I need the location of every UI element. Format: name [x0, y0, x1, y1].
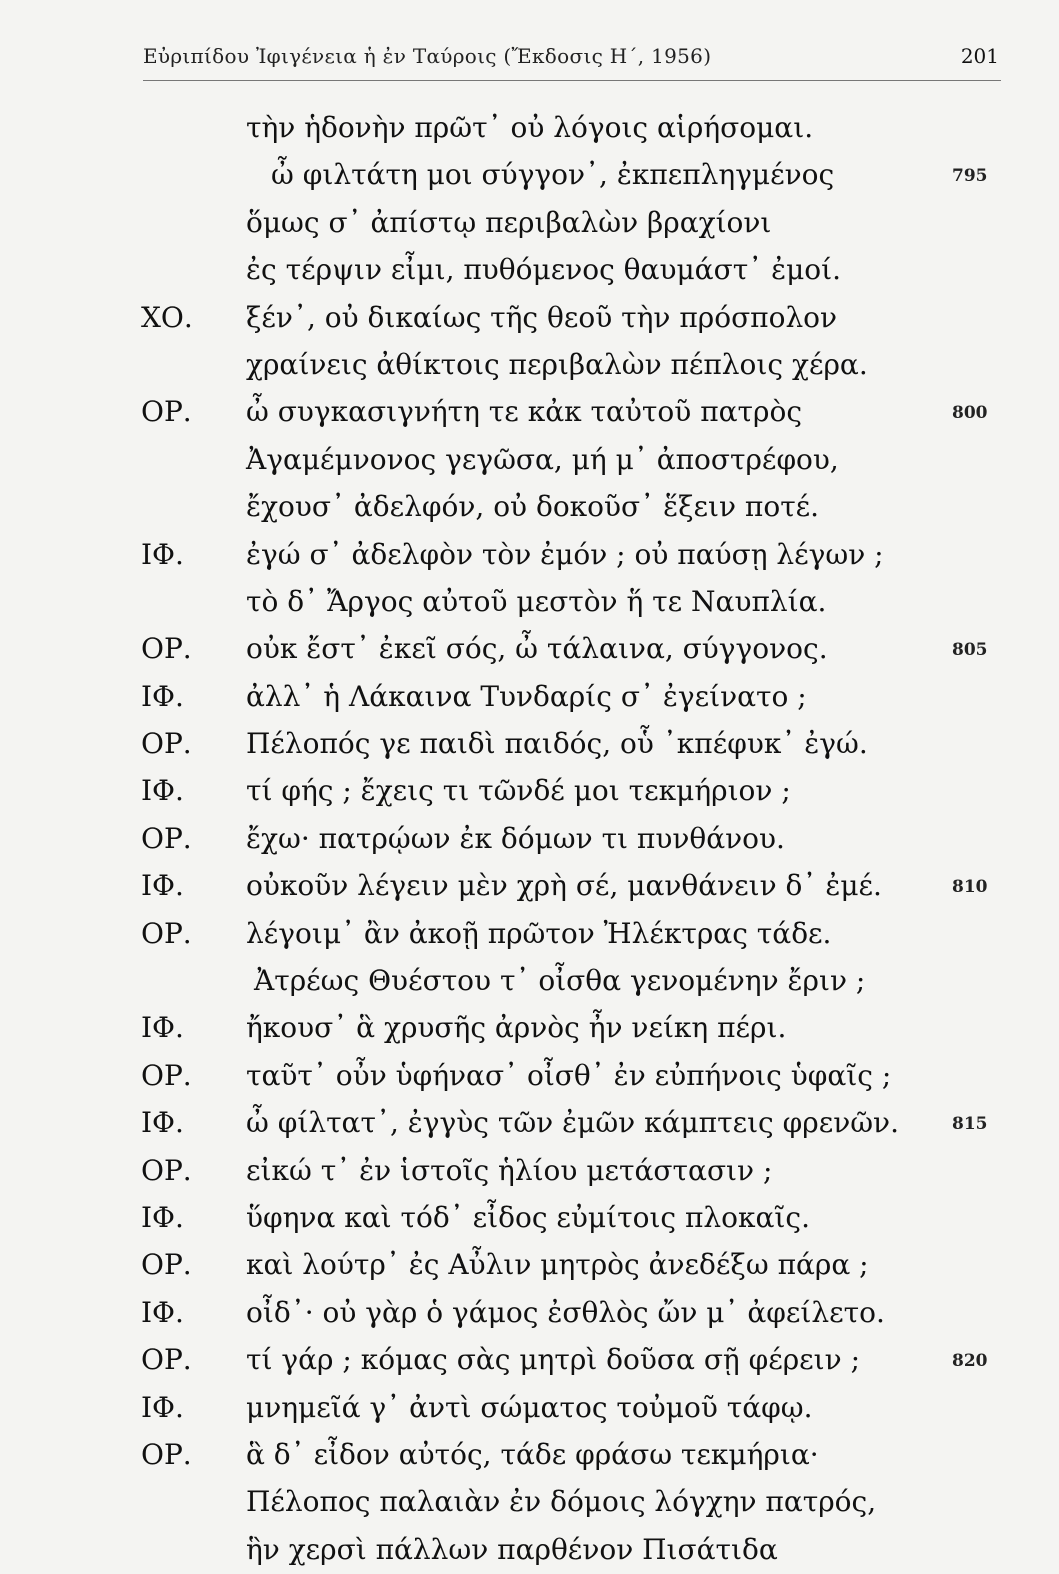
verse-line [0, 1337, 1059, 1384]
verse-text: τὴν ἡδονὴν πρῶτ᾽ οὐ λόγοις αἱρήσομαι. [246, 111, 814, 144]
verse-line [0, 1053, 1059, 1100]
verse-text: ὅμως σ᾽ ἀπίστῳ περιβαλὼν βραχίονι [246, 205, 772, 239]
verse-line [0, 958, 1059, 1005]
verse-line [0, 152, 1059, 199]
speaker-label: ΟΡ. [141, 395, 192, 429]
verse-line [0, 1290, 1059, 1337]
verse-line [0, 863, 1059, 910]
verse-line [0, 911, 1059, 958]
header-title: Εὐριπίδου Ἰφιγένεια ἡ ἐν Ταύροις (Ἔκδοσις Η΄, 1956) [143, 44, 712, 68]
verse-line [0, 437, 1059, 484]
verse-line [0, 484, 1059, 531]
verse-text: οὐκοῦν λέγειν μὲν χρὴ σέ, μανθάνειν δ᾽ ἐμέ. [246, 869, 882, 903]
verse-text: μνημεῖά γ᾽ ἀντὶ σώματος τοὐμοῦ τάφῳ. [246, 1390, 813, 1424]
page-number: 201 [960, 44, 999, 68]
verse-line [0, 247, 1059, 294]
verse-text: Πέλοπος παλαιὰν ἐν δόμοις λόγχην πατρός, [246, 1485, 877, 1519]
verse-line [0, 721, 1059, 768]
speaker-label: ΟΡ. [141, 1153, 192, 1187]
verse-text: ταῦτ᾽ οὖν ὑφήνασ᾽ οἶσθ᾽ ἐν εὐπήνοις ὑφαῖς ; [246, 1058, 892, 1092]
verse-line [0, 342, 1059, 389]
verse-line [0, 674, 1059, 721]
line-number: 815 [952, 1114, 988, 1135]
verse-line [0, 1432, 1059, 1479]
verse-line [0, 1195, 1059, 1242]
verse-text: ἔχω· πατρῴων ἐκ δόμων τι πυνθάνου. [246, 821, 785, 855]
speaker-label: ΙΦ. [141, 1011, 184, 1045]
speaker-label: ΟΡ. [141, 1058, 192, 1092]
verse-text: ἃ δ᾽ εἶδον αὐτός, τάδε φράσω τεκμήρια· [246, 1437, 819, 1471]
speaker-label: ΙΦ. [141, 1295, 184, 1329]
verse-line [0, 626, 1059, 673]
verse-text: χραίνεις ἀθίκτοις περιβαλὼν πέπλοις χέρα. [246, 347, 868, 381]
verse-line [0, 1148, 1059, 1195]
verse-text: ἔχουσ᾽ ἀδελφόν, οὐ δοκοῦσ᾽ ἕξειν ποτέ. [246, 490, 820, 524]
verse-text: ὦ φιλτάτη μοι σύγγον᾽, ἐκπεπληγμένος [271, 158, 835, 192]
speaker-label: ΙΦ. [141, 869, 184, 903]
verse-line [0, 1479, 1059, 1526]
verse-line [0, 532, 1059, 579]
verse-text: Ἀγαμέμνονος γεγῶσα, μή μ᾽ ἀποστρέφου, [246, 442, 839, 476]
speaker-label: ΟΡ. [141, 821, 192, 855]
verse-line [0, 295, 1059, 342]
speaker-label: ΟΡ. [141, 632, 192, 666]
verse-line [0, 1100, 1059, 1147]
verse-line [0, 1242, 1059, 1289]
speaker-label: ΟΡ. [141, 1437, 192, 1471]
verse-line [0, 1385, 1059, 1432]
verse-text: τί γάρ ; κόμας σὰς μητρὶ δοῦσα σῇ φέρειν ; [246, 1343, 861, 1377]
verse-text: τὸ δ᾽ Ἄργος αὐτοῦ μεστὸν ἥ τε Ναυπλία. [246, 584, 827, 618]
line-number: 795 [952, 166, 988, 187]
verse-block [0, 105, 1059, 1574]
verse-text: ὦ συγκασιγνήτη τε κἀκ ταὐτοῦ πατρὸς [246, 395, 802, 429]
verse-text: ἐγώ σ᾽ ἀδελφὸν τὸν ἐμόν ; οὐ παύσῃ λέγων ; [246, 537, 884, 571]
speaker-label: ΟΡ. [141, 916, 192, 950]
speaker-label: ΙΦ. [141, 774, 184, 808]
verse-text: ἀλλ᾽ ἡ Λάκαινα Τυνδαρίς σ᾽ ἐγείνατο ; [246, 679, 807, 713]
verse-line [0, 816, 1059, 863]
verse-line [0, 768, 1059, 815]
speaker-label: ΙΦ. [141, 537, 184, 571]
speaker-label: ΙΦ. [141, 679, 184, 713]
speaker-label: ΟΡ. [141, 1248, 192, 1282]
verse-text: εἰκώ τ᾽ ἐν ἱστοῖς ἡλίου μετάστασιν ; [246, 1153, 773, 1187]
verse-line [0, 1527, 1059, 1574]
verse-text: Πέλοπός γε παιδὶ παιδός, οὗ ᾽κπέφυκ᾽ ἐγώ. [246, 727, 868, 761]
verse-text: Ἀτρέως Θυέστου τ᾽ οἶσθα γενομένην ἔριν ; [254, 964, 866, 998]
verse-text: οἶδ᾽· οὐ γὰρ ὁ γάμος ἐσθλὸς ὤν μ᾽ ἀφείλετο. [246, 1295, 885, 1329]
verse-line [0, 1005, 1059, 1052]
verse-text: τί φής ; ἔχεις τι τῶνδέ μοι τεκμήριον ; [246, 774, 791, 808]
verse-text: ὕφηνα καὶ τόδ᾽ εἶδος εὐμίτοις πλοκαῖς. [246, 1200, 810, 1234]
verse-text: ξέν᾽, οὐ δικαίως τῆς θεοῦ τὴν πρόσπολον [246, 300, 838, 334]
line-number: 820 [952, 1351, 988, 1372]
speaker-label: ΙΦ. [141, 1106, 184, 1140]
speaker-label: ΙΦ. [141, 1200, 184, 1234]
line-number: 800 [952, 403, 988, 424]
running-header [143, 40, 999, 80]
verse-text: ὦ φίλτατ᾽, ἐγγὺς τῶν ἐμῶν κάμπτεις φρενῶν. [246, 1106, 899, 1140]
header-rule [143, 80, 1001, 81]
verse-line [0, 200, 1059, 247]
verse-text: ἐς τέρψιν εἶμι, πυθόμενος θαυμάστ᾽ ἐμοί. [246, 253, 842, 287]
verse-line [0, 105, 1059, 152]
verse-text: καὶ λούτρ᾽ ἐς Αὖλιν μητρὸς ἀνεδέξω πάρα ; [246, 1248, 869, 1282]
verse-text: ἣν χερσὶ πάλλων παρθένον Πισάτιδα [246, 1532, 778, 1566]
verse-text: οὐκ ἔστ᾽ ἐκεῖ σός, ὦ τάλαινα, σύγγονος. [246, 632, 828, 666]
speaker-label: ΟΡ. [141, 727, 192, 761]
speaker-label: ΟΡ. [141, 1343, 192, 1377]
speaker-label: ΙΦ. [141, 1390, 184, 1424]
verse-line [0, 389, 1059, 436]
speaker-label: ΧΟ. [141, 300, 193, 334]
line-number: 805 [952, 640, 988, 661]
verse-text: ἤκουσ᾽ ἃ χρυσῆς ἀρνὸς ἦν νείκη πέρι. [246, 1011, 787, 1045]
verse-text: λέγοιμ᾽ ἂν ἀκοῇ πρῶτον Ἠλέκτρας τάδε. [246, 916, 832, 950]
line-number: 810 [952, 877, 988, 898]
verse-line [0, 579, 1059, 626]
